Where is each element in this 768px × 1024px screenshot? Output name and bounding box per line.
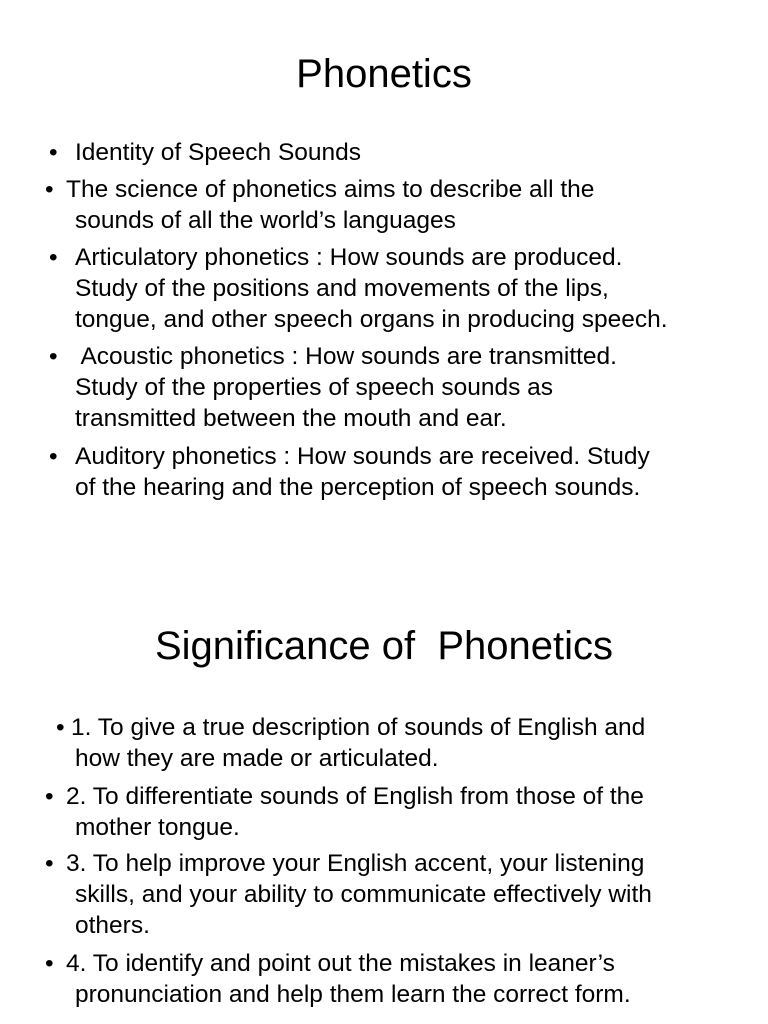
list-item xyxy=(75,341,755,434)
list-item-line: The science of phonetics aims to describe all the xyxy=(66,176,595,203)
list-item-line: transmitted between the mouth and ear. xyxy=(75,405,507,432)
list-item xyxy=(75,242,755,335)
list-item-line: Study of the properties of speech sounds as xyxy=(75,374,554,401)
bullet-icon: • xyxy=(49,244,58,271)
list-item-line: 3. To help improve your English accent, your listening xyxy=(66,850,645,877)
list-item-line: 1. To give a true description of sounds of English and xyxy=(71,714,646,741)
bullet-icon: • xyxy=(56,714,65,741)
slide-title: Phonetics xyxy=(296,52,472,96)
list-item-line: skills, and your ability to communicate effectively with xyxy=(75,881,652,908)
list-item xyxy=(66,174,755,236)
list-item-line: pronunciation and help them learn the correct form. xyxy=(75,981,631,1008)
list-item-line: Study of the positions and movements of the lips, xyxy=(75,275,609,302)
bullet-icon: • xyxy=(49,343,58,370)
slide-title: Significance of Phonetics xyxy=(154,624,614,668)
slide-significance xyxy=(0,595,768,1024)
bullet-icon: • xyxy=(49,443,58,470)
list-item-line: 2. To differentiate sounds of English from those of the xyxy=(66,783,644,810)
bullet-icon: • xyxy=(45,850,54,877)
list-item xyxy=(66,948,755,1010)
list-item-line: Acoustic phonetics : How sounds are transmitted. xyxy=(75,343,617,370)
list-item-line: 4. To identify and point out the mistakes in leaner’s xyxy=(66,950,615,977)
bullet-icon: • xyxy=(45,783,54,810)
list-item-line: sounds of all the world’s languages xyxy=(75,207,456,234)
list-item xyxy=(66,781,755,843)
list-item xyxy=(66,848,755,941)
list-item-line: of the hearing and the perception of speech sounds. xyxy=(75,474,641,501)
list-item-line: Auditory phonetics : How sounds are received. Study xyxy=(75,443,650,470)
list-item-line: tongue, and other speech organs in producing speech. xyxy=(75,306,668,333)
bullet-icon: • xyxy=(49,139,58,166)
list-item-line: mother tongue. xyxy=(75,814,240,841)
bullet-icon: • xyxy=(45,176,54,203)
list-item-line: how they are made or articulated. xyxy=(75,745,439,772)
list-item-line: others. xyxy=(75,912,150,939)
bullet-icon: • xyxy=(45,950,54,977)
list-item xyxy=(75,137,755,168)
list-item xyxy=(71,712,755,774)
list-item xyxy=(75,441,755,503)
list-item-line: Articulatory phonetics : How sounds are produced. xyxy=(75,244,623,271)
list-item-line: Identity of Speech Sounds xyxy=(75,139,362,166)
